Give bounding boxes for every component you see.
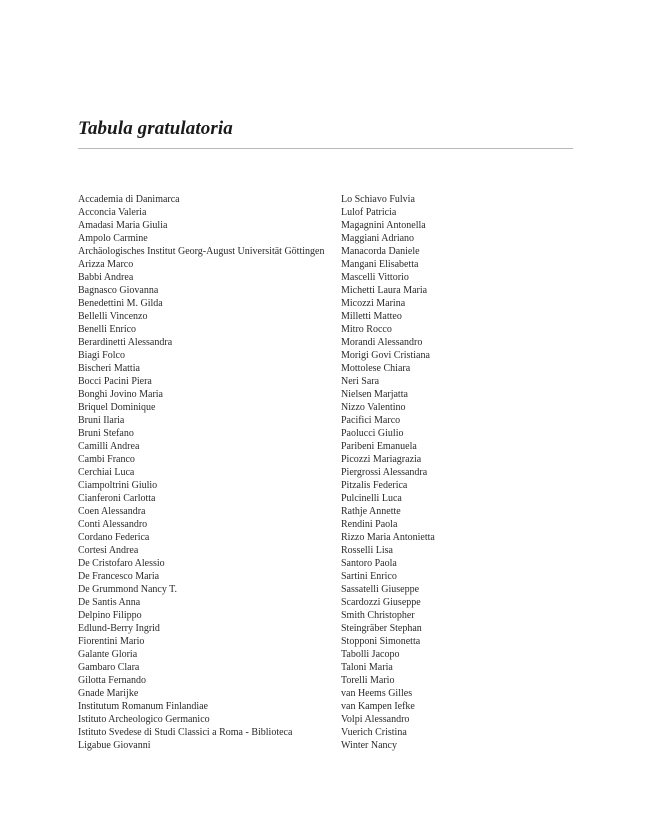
- name-entry: Berardinetti Alessandra: [78, 337, 173, 348]
- page-title: Tabula gratulatoria: [78, 118, 233, 139]
- name-entry: Rizzo Maria Antonietta: [341, 532, 435, 543]
- name-entry: Scardozzi Giuseppe: [341, 597, 421, 608]
- name-entry: Camilli Andrea: [78, 441, 140, 452]
- name-entry: Rosselli Lisa: [341, 545, 393, 556]
- name-entry: Ciampoltrini Giulio: [78, 480, 158, 491]
- name-entry: De Cristofaro Alessio: [78, 558, 165, 569]
- name-entry: Gambaro Clara: [78, 662, 140, 673]
- name-entry: Tabolli Jacopo: [341, 649, 400, 660]
- name-entry: Paribeni Emanuela: [341, 441, 417, 452]
- name-entry: Bocci Pacini Piera: [78, 376, 152, 387]
- name-entry: Smith Christopher: [341, 610, 415, 621]
- name-entry: Conti Alessandro: [78, 519, 148, 530]
- name-entry: Volpi Alessandro: [341, 714, 410, 725]
- names-column-left: [78, 193, 324, 752]
- name-entry: Morigi Govi Cristiana: [341, 350, 430, 361]
- name-entry: Neri Sara: [341, 376, 380, 387]
- name-entry: Stopponi Simonetta: [341, 636, 421, 647]
- name-entry: Sartini Enrico: [341, 571, 397, 582]
- name-entry: Arizza Marco: [78, 259, 134, 270]
- name-entry: Institutum Romanum Finlandiae: [78, 701, 208, 712]
- name-entry: Pitzalis Federica: [341, 480, 408, 491]
- name-entry: Taloni Maria: [341, 662, 393, 673]
- name-entry: Istituto Archeologico Germanico: [78, 714, 210, 725]
- title-divider: [78, 148, 573, 149]
- names-column-right: [341, 193, 435, 752]
- name-entry: Biagi Folco: [78, 350, 125, 361]
- name-entry: Mangani Elisabetta: [341, 259, 419, 270]
- name-entry: Paolucci Giulio: [341, 428, 404, 439]
- name-entry: Cortesi Andrea: [78, 545, 139, 556]
- name-entry: Ampolo Carmine: [78, 233, 148, 244]
- name-entry: Cianferoni Carlotta: [78, 493, 156, 504]
- name-entry: van Kampen Iefke: [341, 701, 415, 712]
- name-entry: Picozzi Mariagrazia: [341, 454, 422, 465]
- name-entry: Michetti Laura Maria: [341, 285, 428, 296]
- name-entry: Mottolese Chiara: [341, 363, 411, 374]
- name-entry: Bagnasco Giovanna: [78, 285, 159, 296]
- name-entry: Benelli Enrico: [78, 324, 137, 335]
- name-entry: van Heems Gilles: [341, 688, 413, 699]
- name-entry: Mitro Rocco: [341, 324, 392, 335]
- name-entry: Nielsen Marjatta: [341, 389, 408, 400]
- name-entry: Bruni Ilaria: [78, 415, 125, 426]
- name-entry: Torelli Mario: [341, 675, 395, 686]
- name-entry: Babbi Andrea: [78, 272, 134, 283]
- name-entry: Cambi Franco: [78, 454, 135, 465]
- name-entry: Micozzi Marina: [341, 298, 406, 309]
- name-entry: Cordano Federica: [78, 532, 150, 543]
- name-entry: Archäologisches Institut Georg-August Universität Göttingen: [78, 246, 325, 257]
- name-entry: Gilotta Fernando: [78, 675, 147, 686]
- name-entry: Istituto Svedese di Studi Classici a Roma - Biblioteca: [78, 727, 293, 738]
- name-entry: Galante Gloria: [78, 649, 138, 660]
- name-entry: Sassatelli Giuseppe: [341, 584, 420, 595]
- name-entry: Edlund-Berry Ingrid: [78, 623, 160, 634]
- name-entry: Fiorentini Mario: [78, 636, 145, 647]
- name-entry: Nizzo Valentino: [341, 402, 406, 413]
- name-entry: Ligabue Giovanni: [78, 740, 151, 751]
- name-entry: Accademia di Danimarca: [78, 194, 180, 205]
- name-entry: Milletti Matteo: [341, 311, 402, 322]
- name-entry: Bonghi Jovino Maria: [78, 389, 163, 400]
- name-entry: Acconcia Valeria: [78, 207, 147, 218]
- name-entry: Magagnini Antonella: [341, 220, 426, 231]
- name-entry: Benedettini M. Gilda: [78, 298, 163, 309]
- name-entry: Lulof Patricia: [341, 207, 397, 218]
- name-entry: De Francesco Maria: [78, 571, 160, 582]
- name-entry: Bischeri Mattia: [78, 363, 140, 374]
- name-entry: Manacorda Daniele: [341, 246, 420, 257]
- name-entry: Rathje Annette: [341, 506, 401, 517]
- name-entry: Steingräber Stephan: [341, 623, 422, 634]
- name-entry: Mascelli Vittorio: [341, 272, 409, 283]
- name-entry: Maggiani Adriano: [341, 233, 415, 244]
- name-entry: Bellelli Vincenzo: [78, 311, 148, 322]
- name-entry: Pulcinelli Luca: [341, 493, 402, 504]
- name-entry: De Grummond Nancy T.: [78, 584, 178, 595]
- name-entry: Cerchiai Luca: [78, 467, 135, 478]
- name-entry: Morandi Alessandro: [341, 337, 423, 348]
- name-entry: Lo Schiavo Fulvia: [341, 194, 415, 205]
- name-entry: Gnade Marijke: [78, 688, 139, 699]
- name-entry: Vuerich Cristina: [341, 727, 407, 738]
- name-entry: Winter Nancy: [341, 740, 397, 751]
- name-entry: Briquel Dominique: [78, 402, 156, 413]
- name-entry: Santoro Paola: [341, 558, 397, 569]
- name-entry: Rendini Paola: [341, 519, 398, 530]
- name-entry: De Santis Anna: [78, 597, 141, 608]
- name-entry: Bruni Stefano: [78, 428, 134, 439]
- name-entry: Amadasi Maria Giulia: [78, 220, 168, 231]
- name-entry: Pacifici Marco: [341, 415, 401, 426]
- name-entry: Coen Alessandra: [78, 506, 146, 517]
- name-entry: Piergrossi Alessandra: [341, 467, 428, 478]
- name-entry: Delpino Filippo: [78, 610, 142, 621]
